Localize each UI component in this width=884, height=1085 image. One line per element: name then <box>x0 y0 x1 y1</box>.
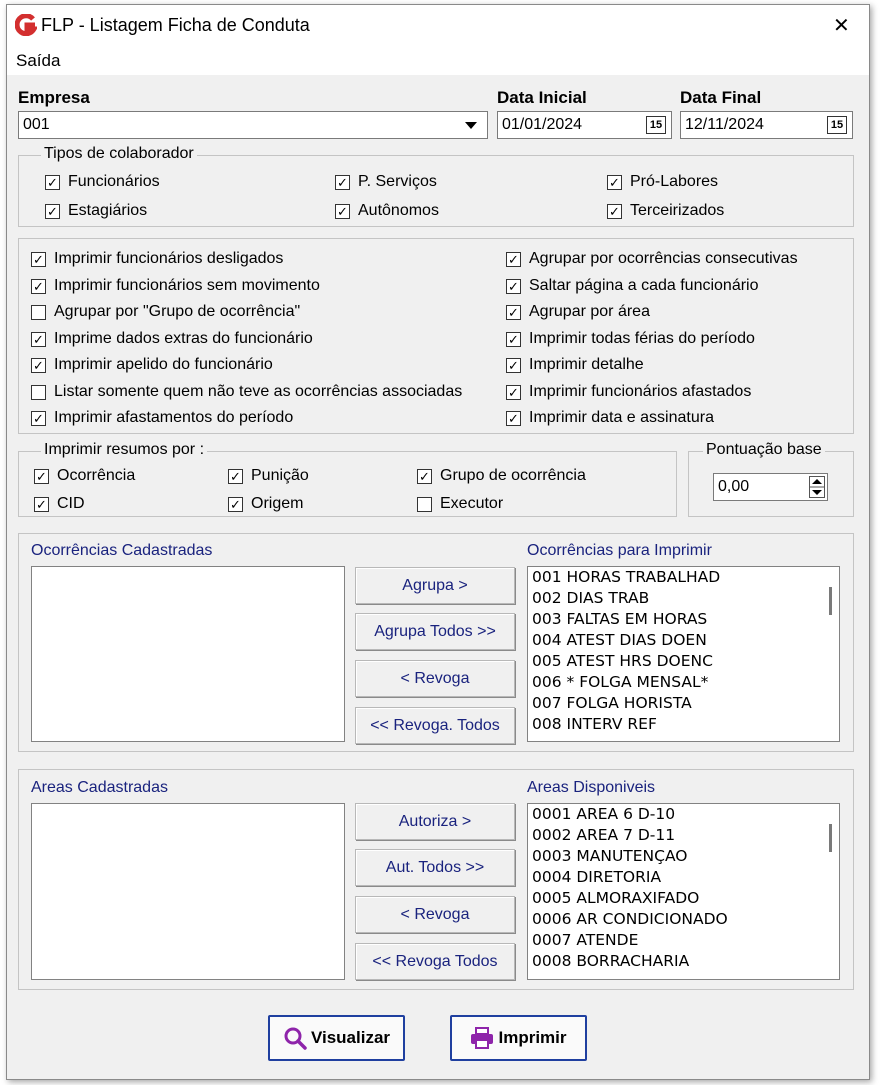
list-item[interactable]: 002 DIAS TRAB <box>532 589 650 607</box>
checkbox-autonomos[interactable] <box>335 202 439 220</box>
data-final-label: Data Final <box>680 88 762 107</box>
checkbox-box[interactable]: ✓ <box>31 411 46 426</box>
list-item[interactable]: 0005 ALMORAXIFADO <box>532 889 700 907</box>
checkbox-box[interactable]: ✓ <box>506 411 521 426</box>
resumos-legend: Imprimir resumos por : <box>41 441 207 459</box>
calendar-icon[interactable]: 15 <box>827 116 847 134</box>
checkbox-terceirizados[interactable] <box>607 202 724 220</box>
option-left-4[interactable] <box>31 356 273 374</box>
option-left-1[interactable] <box>31 277 320 295</box>
checkbox-box[interactable]: ✓ <box>31 252 46 267</box>
option-right-3[interactable] <box>506 330 755 348</box>
option-right-0[interactable] <box>506 250 798 268</box>
menu-saida[interactable]: Saída <box>16 51 61 70</box>
checkbox-label: Imprimir todas férias do período <box>529 330 755 347</box>
list-item[interactable]: 0002 AREA 7 D-11 <box>532 826 676 844</box>
checkbox-label: Imprimir funcionários sem movimento <box>54 277 320 294</box>
list-item[interactable]: 007 FOLGA HORISTA <box>532 694 692 712</box>
list-item[interactable]: 005 ATEST HRS DOENC <box>532 652 713 670</box>
checkbox-box[interactable]: ✓ <box>31 279 46 294</box>
option-left-2[interactable] <box>31 303 300 321</box>
visualizar-button[interactable] <box>268 1015 405 1061</box>
checkbox-box[interactable]: ✓ <box>228 469 243 484</box>
checkbox-box[interactable]: ✓ <box>506 305 521 320</box>
revoga-button[interactable]: < Revoga <box>355 660 515 697</box>
title-bar <box>7 5 869 45</box>
checkbox-box[interactable]: ✓ <box>34 497 49 512</box>
checkbox-box[interactable]: ✓ <box>506 358 521 373</box>
checkbox-label: Imprimir afastamentos do período <box>54 409 294 426</box>
checkbox-label: Ocorrência <box>57 467 136 484</box>
checkbox-label: Terceirizados <box>630 202 725 219</box>
list-item[interactable]: 0008 BORRACHARIA <box>532 952 690 970</box>
list-item[interactable]: 001 HORAS TRABALHAD <box>532 568 721 586</box>
printer-icon <box>470 1027 494 1049</box>
ocorrencias-imprimir-title: Ocorrências para Imprimir <box>527 542 712 559</box>
ocorrencias-imprimir-list[interactable] <box>527 566 840 742</box>
checkbox-box[interactable] <box>31 305 46 320</box>
resumo-executor[interactable] <box>417 495 503 513</box>
checkbox-box[interactable]: ✓ <box>506 385 521 400</box>
tipos-legend: Tipos de colaborador <box>41 145 197 163</box>
list-item[interactable]: 0004 DIRETORIA <box>532 868 662 886</box>
checkbox-label: Executor <box>440 495 504 512</box>
imprimir-button[interactable] <box>450 1015 587 1061</box>
option-left-0[interactable] <box>31 250 283 268</box>
list-item[interactable]: 0007 ATENDE <box>532 931 639 949</box>
areas-cadastradas-list[interactable] <box>31 803 345 980</box>
option-left-3[interactable] <box>31 330 313 348</box>
data-inicial-value: 01/01/2024 <box>502 116 583 133</box>
agrupa-button[interactable]: Agrupa > <box>355 567 515 604</box>
revoga-area-button[interactable]: < Revoga <box>355 896 515 933</box>
app-logo-icon <box>15 14 37 36</box>
autoriza-button[interactable]: Autoriza > <box>355 803 515 840</box>
scrollbar[interactable] <box>822 567 839 741</box>
option-right-2[interactable] <box>506 303 650 321</box>
checkbox-box[interactable] <box>417 497 432 512</box>
list-item[interactable]: 003 FALTAS EM HORAS <box>532 610 708 628</box>
checkbox-p-servicos[interactable] <box>335 173 437 191</box>
checkbox-box[interactable]: ✓ <box>228 497 243 512</box>
checkbox-box[interactable]: ✓ <box>607 204 622 219</box>
resumo-origem[interactable] <box>228 495 303 513</box>
resumo-cid[interactable] <box>34 495 85 513</box>
checkbox-label: P. Serviços <box>358 173 437 190</box>
checkbox-label: Imprime dados extras do funcionário <box>54 330 313 347</box>
options-group <box>18 238 854 434</box>
checkbox-funcionarios[interactable] <box>45 173 160 191</box>
checkbox-box[interactable]: ✓ <box>506 279 521 294</box>
checkbox-box[interactable] <box>31 385 46 400</box>
checkbox-box[interactable]: ✓ <box>506 252 521 267</box>
checkbox-label: Agrupar por ocorrências consecutivas <box>529 250 798 267</box>
checkbox-box[interactable]: ✓ <box>45 204 60 219</box>
checkbox-label: Saltar página a cada funcionário <box>529 277 759 294</box>
checkbox-pro-labores[interactable] <box>607 173 718 191</box>
resumo-punicao[interactable] <box>228 467 309 485</box>
empresa-label: Empresa <box>18 88 90 107</box>
resumos-group <box>18 441 677 517</box>
data-inicial-label: Data Inicial <box>497 88 587 107</box>
checkbox-box[interactable]: ✓ <box>34 469 49 484</box>
checkbox-label: Punição <box>251 467 309 484</box>
areas-group <box>18 769 854 990</box>
checkbox-box[interactable]: ✓ <box>335 175 350 190</box>
checkbox-label: Estagiários <box>68 202 148 219</box>
list-item[interactable]: 0001 AREA 6 D-10 <box>532 805 676 823</box>
checkbox-label: CID <box>57 495 85 512</box>
checkbox-label: Origem <box>251 495 304 512</box>
checkbox-box[interactable]: ✓ <box>45 175 60 190</box>
ocorrencias-cadastradas-title: Ocorrências Cadastradas <box>31 542 213 559</box>
checkbox-label: Imprimir apelido do funcionário <box>54 356 273 373</box>
data-final-input[interactable] <box>680 111 853 139</box>
visualizar-label: Visualizar <box>310 1028 391 1047</box>
checkbox-box[interactable]: ✓ <box>607 175 622 190</box>
checkbox-label: Listar somente quem não teve as ocorrências associadas <box>54 383 463 400</box>
list-item[interactable]: 004 ATEST DIAS DOEN <box>532 631 707 649</box>
checkbox-box[interactable]: ✓ <box>31 358 46 373</box>
option-right-1[interactable] <box>506 277 759 295</box>
option-right-5[interactable] <box>506 383 751 401</box>
data-final-value: 12/11/2024 <box>685 116 764 133</box>
list-item[interactable]: 0003 MANUTENÇAO <box>532 847 688 865</box>
empresa-value: 001 <box>23 116 50 133</box>
calendar-icon[interactable]: 15 <box>646 116 666 134</box>
option-right-6[interactable] <box>506 409 714 427</box>
checkbox-label: Autônomos <box>358 202 439 219</box>
ocorrencias-cadastradas-list[interactable] <box>31 566 345 742</box>
agrupa-todos-button[interactable]: Agrupa Todos >> <box>355 613 515 650</box>
resumo-ocorrencia[interactable] <box>34 467 135 485</box>
list-item[interactable]: 0006 AR CONDICIONADO <box>532 910 728 928</box>
checkbox-label: Agrupar por "Grupo de ocorrência" <box>54 303 301 320</box>
list-item[interactable]: 008 INTERV REF <box>532 715 657 733</box>
dialog-window <box>6 4 870 1080</box>
areas-disponiveis-title: Areas Disponiveis <box>527 779 656 796</box>
areas-cadastradas-title: Areas Cadastradas <box>31 779 168 796</box>
option-left-6[interactable] <box>31 409 293 427</box>
resumo-grupo-ocorrencia[interactable] <box>417 467 586 485</box>
scrollbar[interactable] <box>822 804 839 979</box>
revoga-todos-area-button[interactable]: << Revoga Todos <box>355 943 515 980</box>
option-left-5[interactable] <box>31 383 462 401</box>
checkbox-label: Grupo de ocorrência <box>440 467 586 484</box>
checkbox-label: Funcionários <box>68 173 160 190</box>
pontuacao-value: 0,00 <box>718 478 750 495</box>
checkbox-box[interactable]: ✓ <box>506 332 521 347</box>
pontuacao-legend: Pontuação base <box>703 441 825 459</box>
checkbox-box[interactable]: ✓ <box>335 204 350 219</box>
window-title: FLP - Listagem Ficha de Conduta <box>41 15 310 35</box>
menu-bar <box>7 45 869 75</box>
checkbox-label: Imprimir funcionários desligados <box>54 250 284 267</box>
checkbox-box[interactable]: ✓ <box>31 332 46 347</box>
empresa-combobox[interactable] <box>18 111 488 139</box>
chevron-down-icon[interactable] <box>465 122 477 130</box>
checkbox-estagiarios[interactable] <box>45 202 147 220</box>
tipos-colaborador-group <box>18 145 854 227</box>
checkbox-label: Agrupar por área <box>529 303 650 320</box>
pontuacao-group <box>688 441 854 517</box>
pontuacao-spin-input[interactable] <box>713 473 828 501</box>
checkbox-label: Imprimir data e assinatura <box>529 409 714 426</box>
areas-disponiveis-list[interactable] <box>527 803 840 980</box>
checkbox-label: Pró-Labores <box>630 173 719 190</box>
magnifier-icon <box>283 1026 307 1050</box>
list-item[interactable]: 006 * FOLGA MENSAL* <box>532 673 709 691</box>
imprimir-label: Imprimir <box>498 1028 567 1047</box>
data-inicial-input[interactable] <box>497 111 672 139</box>
scrollbar-thumb[interactable] <box>829 587 832 615</box>
spinner-arrows-icon[interactable] <box>809 476 825 498</box>
ocorrencias-group <box>18 533 854 752</box>
option-right-4[interactable] <box>506 356 644 374</box>
checkbox-box[interactable]: ✓ <box>417 469 432 484</box>
revoga-todos-button[interactable]: << Revoga. Todos <box>355 707 515 744</box>
checkbox-label: Imprimir funcionários afastados <box>529 383 752 400</box>
scrollbar-thumb[interactable] <box>829 824 832 852</box>
aut-todos-button[interactable]: Aut. Todos >> <box>355 849 515 886</box>
checkbox-label: Imprimir detalhe <box>529 356 644 373</box>
close-icon[interactable]: ✕ <box>833 15 850 37</box>
